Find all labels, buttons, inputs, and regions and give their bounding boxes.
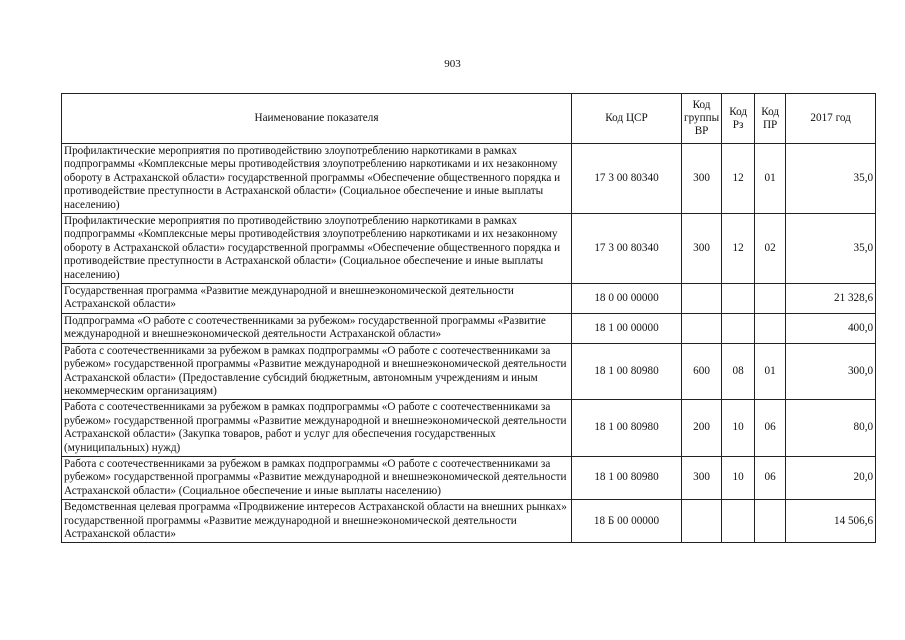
row-vr xyxy=(682,284,722,314)
table-row xyxy=(62,400,876,457)
row-pr xyxy=(755,284,786,314)
table-row xyxy=(62,284,876,314)
table-row xyxy=(62,456,876,499)
row-vr: 300 xyxy=(682,214,722,284)
page-number: 903 xyxy=(444,58,461,70)
row-pr: 06 xyxy=(755,456,786,499)
row-pr: 01 xyxy=(755,343,786,400)
table-row xyxy=(62,313,876,343)
header-vr-line2: группы xyxy=(684,112,720,124)
header-pr xyxy=(755,94,786,144)
row-name: Подпрограмма «О работе с соотечественниками за рубежом» государственной программы «Развитие международной и внешнеэкономической деятельности Астраханской области» xyxy=(62,313,572,343)
row-amount: 300,0 xyxy=(786,343,876,400)
row-csr: 18 1 00 80980 xyxy=(572,456,682,499)
row-rz: 12 xyxy=(722,214,755,284)
row-csr: 18 1 00 00000 xyxy=(572,313,682,343)
header-year: 2017 год xyxy=(786,94,876,144)
header-rz xyxy=(722,94,755,144)
row-rz xyxy=(722,500,755,543)
row-name: Работа с соотечественниками за рубежом в рамках подпрограммы «О работе с соотечественниками за рубежом» государственной программы «Развитие международной и внешнеэкономической деятельности Астраханской области» (Социальное обеспечение и иные выплаты населению) xyxy=(62,456,572,499)
row-vr: 300 xyxy=(682,456,722,499)
row-pr xyxy=(755,313,786,343)
budget-table xyxy=(61,93,876,543)
header-vr xyxy=(682,94,722,144)
row-name: Профилактические мероприятия по противодействию злоупотреблению наркотиками в рамках подпрограммы «Комплексные меры противодействия злоупотреблению наркотиками и их незаконному обороту в Астраханской области» государственной программы «Обеспечение общественного порядка и противодействие преступности в Астраханской области» (Социальное обеспечение и иные выплаты населению) xyxy=(62,214,572,284)
row-amount: 35,0 xyxy=(786,214,876,284)
row-name: Ведомственная целевая программа «Продвижение интересов Астраханской области на внешних рынках» государственной программы «Развитие международной и внешнеэкономической деятельности Астраханской области» xyxy=(62,500,572,543)
row-amount: 35,0 xyxy=(786,144,876,214)
row-name: Работа с соотечественниками за рубежом в рамках подпрограммы «О работе с соотечественниками за рубежом» государственной программы «Развитие международной и внешнеэкономической деятельности Астраханской области» (Предоставление субсидий бюджетным, автономным учреждениям и иным некоммерческим организациям) xyxy=(62,343,572,400)
header-rz-line1: Код xyxy=(729,105,748,118)
row-amount: 400,0 xyxy=(786,313,876,343)
row-rz: 10 xyxy=(722,400,755,457)
table-row xyxy=(62,343,876,400)
row-csr: 17 3 00 80340 xyxy=(572,214,682,284)
row-pr: 06 xyxy=(755,400,786,457)
row-vr: 600 xyxy=(682,343,722,400)
row-vr: 200 xyxy=(682,400,722,457)
header-name: Наименование показателя xyxy=(62,94,572,144)
header-rz-line2: Рз xyxy=(732,118,744,131)
row-csr: 18 1 00 80980 xyxy=(572,400,682,457)
table-row xyxy=(62,144,876,214)
header-pr-line1: Код xyxy=(761,105,780,118)
row-rz xyxy=(722,313,755,343)
row-pr: 02 xyxy=(755,214,786,284)
row-rz: 10 xyxy=(722,456,755,499)
header-pr-line2: ПР xyxy=(762,118,778,131)
row-amount: 14 506,6 xyxy=(786,500,876,543)
row-csr: 18 Б 00 00000 xyxy=(572,500,682,543)
row-name: Государственная программа «Развитие международной и внешнеэкономической деятельности Астраханской области» xyxy=(62,284,572,314)
row-rz: 08 xyxy=(722,343,755,400)
table-header-row xyxy=(62,94,876,144)
row-name: Профилактические мероприятия по противодействию злоупотреблению наркотиками в рамках подпрограммы «Комплексные меры противодействия злоупотреблению наркотиками и их незаконному обороту в Астраханской области» государственной программы «Обеспечение общественного порядка и противодействие преступности в Астраханской области» (Социальное обеспечение и иные выплаты населению) xyxy=(62,144,572,214)
header-vr-line1: Код xyxy=(692,99,711,111)
row-csr: 18 1 00 80980 xyxy=(572,343,682,400)
row-vr xyxy=(682,500,722,543)
row-vr: 300 xyxy=(682,144,722,214)
table-row xyxy=(62,214,876,284)
table-row xyxy=(62,500,876,543)
row-rz xyxy=(722,284,755,314)
row-amount: 80,0 xyxy=(786,400,876,457)
row-pr xyxy=(755,500,786,543)
row-csr: 17 3 00 80340 xyxy=(572,144,682,214)
header-vr-line3: ВР xyxy=(694,125,709,137)
header-csr: Код ЦСР xyxy=(572,94,682,144)
row-amount: 21 328,6 xyxy=(786,284,876,314)
row-csr: 18 0 00 00000 xyxy=(572,284,682,314)
row-pr: 01 xyxy=(755,144,786,214)
row-amount: 20,0 xyxy=(786,456,876,499)
row-vr xyxy=(682,313,722,343)
row-name: Работа с соотечественниками за рубежом в рамках подпрограммы «О работе с соотечественниками за рубежом» государственной программы «Развитие международной и внешнеэкономической деятельности Астраханской области» (Закупка товаров, работ и услуг для обеспечения государственных (муниципальных) нужд) xyxy=(62,400,572,457)
row-rz: 12 xyxy=(722,144,755,214)
